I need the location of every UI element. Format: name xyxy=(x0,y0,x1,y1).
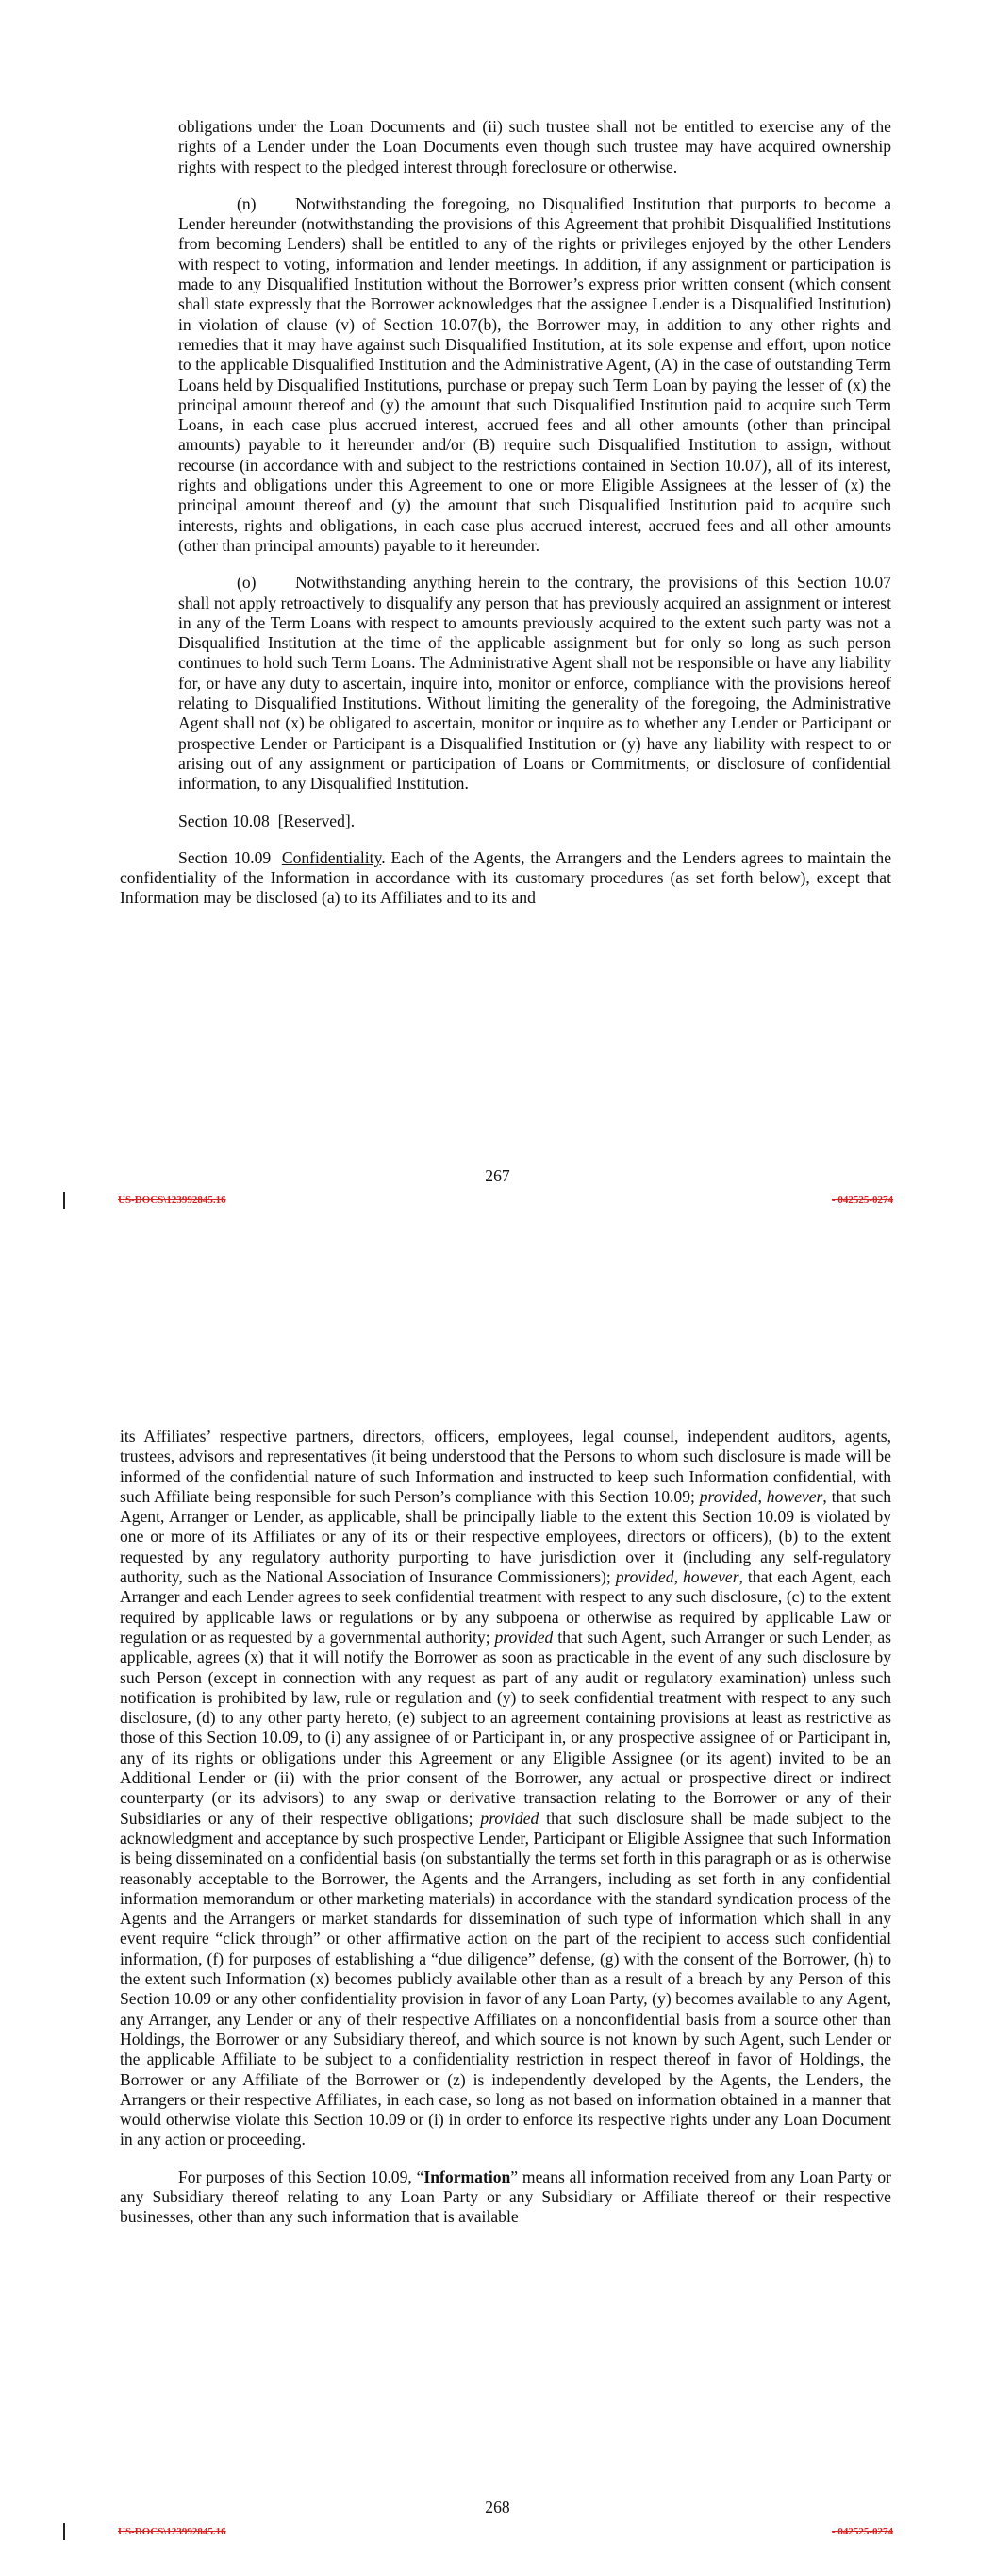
defined-term: Information xyxy=(423,2166,511,2186)
section-10-09-title: Confidentiality xyxy=(281,847,382,867)
text-run: its Affiliates’ respective partners, directors, officers, employees, legal counsel, independent auditors, agents, trustees, advisors and representatives (it being understood that the Persons to whom such disclosure is made will be informed of the confidential nature of such Information and instructed to keep such Information confidential, with such Affiliate being responsible for such Person’s compliance with this Section 10.09; xyxy=(120,1427,891,1506)
section-10-09-paragraph xyxy=(120,848,891,909)
information-definition-paragraph xyxy=(120,2167,891,2228)
italic-run: provided xyxy=(699,1486,758,1506)
section-10-09-text: . Each of the Agents, the Arrangers and the Lenders agrees to maintain the confidentiality of the Information in accordance with its customary procedures (as set forth below), except that Information may be disclosed (a) to its Affiliates and to its and xyxy=(120,847,891,908)
italic-run: provided xyxy=(494,1627,554,1647)
footer-doc-id: US-DOCS\123992845.16 xyxy=(118,2526,226,2537)
clause-n-text: Notwithstanding the foregoing, no Disqualified Institution that purports to become a Lender hereunder (notwithstanding the provisions of this Agreement that prohibit Disqualified Institutions from becoming Lenders) shall be entitled to any of the rights or privileges enjoyed by the other Lenders with respect to voting, information and lender meetings. In addition, if any assignment or participation is made to any Disqualified Institution without the Borrower’s express prior written consent (which consent shall state expressly that the Borrower acknowledges that the assignee Lender is a Disqualified Institution) in violation of clause (v) of Section 10.07(b), the Borrower may, in addition to any other rights and remedies that it may have against such Disqualified Institution, at its sole expense and effort, upon notice to the applicable Disqualified Institution and the Administrative Agent, (A) in the case of outstanding Term Loans held by Disqualified Institutions, purchase or prepay such Term Loan by paying the lesser of (x) the principal amount thereof and (y) the amount that such Disqualified Institution paid to acquire such Term Loans, in each case plus accrued interest, accrued fees and all other amounts (other than principal amounts) payable to it hereunder and/or (B) require such Disqualified Institution to assign, without recourse (in accordance with and subject to the restrictions contained in Section 10.07), all of its interest, rights and obligations under this Agreement to one or more Eligible Assignees at the lesser of (x) the principal amount thereof and (y) the amount that such Disqualified Institution paid to acquire such interests, rights and obligations, in each case plus accrued interest, accrued fees and all other amounts (other than principal amounts) payable to it hereunder. xyxy=(178,193,891,555)
italic-run: provided xyxy=(615,1567,674,1587)
section-10-08-title: [Reserved] xyxy=(277,811,351,830)
page-number: 268 xyxy=(485,2498,510,2517)
italic-run: provided xyxy=(480,1808,539,1828)
clause-o-label: (o) xyxy=(237,573,257,593)
page-body xyxy=(120,117,891,909)
text-run: ” means all information received from any Loan Party or any Subsidiary thereof relating to any Loan Party or any Subsidiary or Affiliate thereof or their respective businesses, other than any such information that is available xyxy=(120,2166,891,2227)
page-body xyxy=(120,1427,891,2228)
text-run: that such disclosure shall be made subject to the acknowledgment and acceptance by such prospective Lender, Participant or Eligible Assignee that such Information is being disseminated on a confidential basis (on substantially the terms set forth in this paragraph or as is otherwise reasonably acceptable to the Borrower, the Agents and the Arrangers, including as set forth in any confidential information memorandum or other marketing materials) in accordance with the standard syndication process of the Agents and the Arrangers or market standards for dissemination of such type of information which shall in any event require “click through” or other affirmative action on the part of the recipient to access such confidential information, (f) for purposes of establishing a “due diligence” defense, (g) with the consent of the Borrower, (h) to the extent such Information (x) becomes publicly available other than as a result of a breach by any Person of this Section 10.09 or any other confidentiality provision in favor of any Loan Party, (y) becomes available to any Agent, any Arranger, any Lender or any of their respective Affiliates on a nonconfidential basis from a source other than Holdings, the Borrower or any Subsidiary thereof, and which source is not known by such Agent, such Lender or the applicable Affiliate to be subject to a confidentiality restriction in respect thereof in favor of Holdings, the Borrower or any Affiliate of the Borrower or (z) is independently developed by the Agents, the Lenders, the Arrangers or their respective Affiliates, in each case, so long as not based on information obtained in a manner that would otherwise violate this Section 10.09 or (i) in order to enforce its respective rights under any Loan Document in any action or proceeding. xyxy=(120,1808,891,2149)
text-run: , that each Agent, each Arranger and each Lender agrees to seek confidential treatment with respect to any such disclosure, (c) to the extent required by applicable laws or regulations or by any subpoena or otherwise as required by applicable Law or regulation or as requested by a governmental authority; xyxy=(120,1567,892,1647)
text-run: , that such Agent, Arranger or Lender, as applicable, shall be principally liable to the extent this Section 10.09 is violated by one or more of its Affiliates or any of its or their respective employees, directors or officers), (b) to the extent requested by any regulatory authority purporting to have jurisdiction over it (including any self-regulatory authority, such as the National Association of Insurance Commissioners); xyxy=(120,1486,892,1587)
section-10-08-period: . xyxy=(350,811,356,830)
document-page-268 xyxy=(0,1246,995,2576)
italic-run: however xyxy=(766,1486,823,1506)
change-bar xyxy=(63,2523,65,2540)
document-page-267 xyxy=(0,0,995,1246)
footer-ref: - 042525-0274 xyxy=(831,1195,893,1206)
text-run: , xyxy=(757,1486,767,1506)
page-number: 267 xyxy=(485,1166,510,1185)
clause-n-label: (n) xyxy=(237,193,257,213)
section-10-09-number: Section 10.09 xyxy=(178,847,272,867)
clause-o-text: Notwithstanding anything herein to the contrary, the provisions of this Section 10.07 shall not apply retroactively to disqualify any person that has previously acquired an assignment or interest in any of the Term Loans with respect to amounts previously acquired to the extent such party was not a Disqualified Institution at the time of the applicable assignment but for only so long as such person continues to hold such Term Loans. The Administrative Agent shall not be responsible or have any liability for, or have any duty to ascertain, inquire into, monitor or enforce, compliance with the provisions hereof relating to Disqualified Institutions. Without limiting the generality of the foregoing, the Administrative Agent shall not (x) be obligated to ascertain, monitor or inquire as to whether any Lender or Participant or prospective Lender or Participant is a Disqualified Institution or (y) have any liability with respect to or arising out of any assignment or participation of Loans or Commitments, or disclosure of confidential information, to any Disqualified Institution. xyxy=(178,573,891,794)
intro-paragraph: obligations under the Loan Documents and (ii) such trustee shall not be entitled to exercise any of the rights of a Lender under the Loan Documents even though such trustee may have acquired ownership rights with respect to the pledged interest through foreclosure or otherwise. xyxy=(178,117,891,176)
clause-o-paragraph xyxy=(120,573,891,794)
clause-n-paragraph xyxy=(120,194,891,556)
confidentiality-continued-paragraph xyxy=(120,1427,891,2150)
text-run: , xyxy=(673,1567,683,1587)
italic-run: however xyxy=(682,1567,739,1587)
text-run: that such Agent, such Arranger or such Lender, as applicable, agrees (x) that it will notify the Borrower as soon as practicable in the event of any such disclosure by such Person (except in connection with any request as part of any audit or regulatory examination) unless such notification is prohibited by law, rule or regulation and (y) to seek confidential treatment with respect to any such disclosure, (d) to any other party hereto, (e) subject to an agreement containing provisions at least as restrictive as those of this Section 10.09, to (i) any assignee of or Participant in, or any prospective assignee of or Participant in, any of its rights or obligations under this Agreement or any Eligible Assignee (or its agent) invited to be an Additional Lender or (ii) with the prior consent of the Borrower, any actual or prospective direct or indirect counterparty (or its advisors) to any swap or derivative transaction relating to the Borrower or any of their Subsidiaries or any of their respective obligations; xyxy=(120,1627,891,1828)
footer-ref: - 042525-0274 xyxy=(831,2526,893,2537)
change-bar xyxy=(63,1192,65,1209)
footer-doc-id: US-DOCS\123992845.16 xyxy=(118,1195,226,1206)
section-10-08-heading xyxy=(120,811,891,831)
section-10-08-number: Section 10.08 xyxy=(178,811,270,830)
text-run: For purposes of this Section 10.09, “ xyxy=(178,2166,424,2186)
